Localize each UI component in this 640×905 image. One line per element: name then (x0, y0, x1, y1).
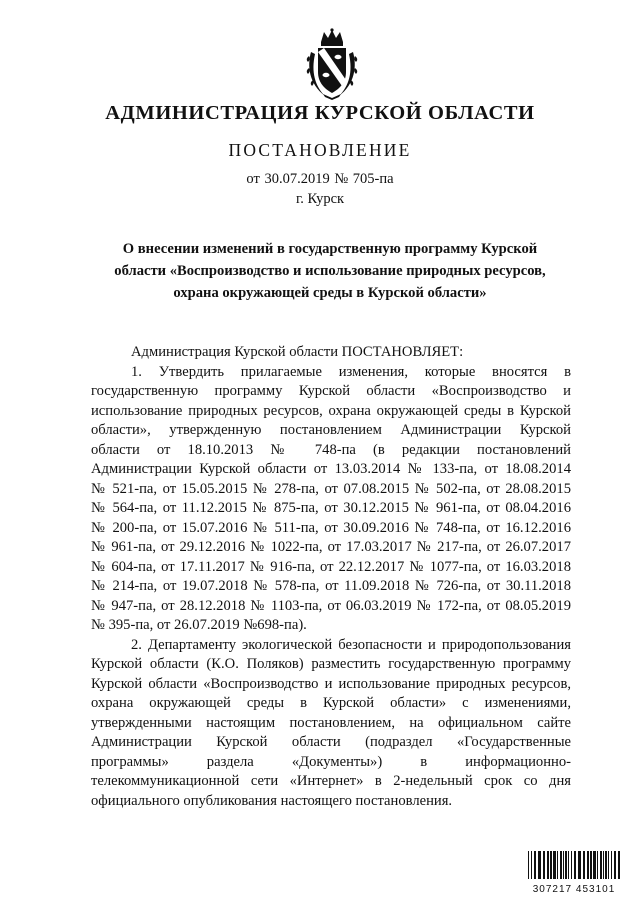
subject-line: О внесении изменений в государственную программу Курской (122, 241, 538, 257)
barcode-bar (560, 851, 562, 879)
paragraph-line: № 200-па, от 15.07.2016 № 511-па, от 30.09.2016 № 748-па, от 16.12.2016 (91, 519, 571, 536)
paragraph-line: № 521-па, от 15.05.2015 № 278-па, от 07.08.2015 № 502-па, от 28.08.2015 (91, 480, 571, 497)
paragraph-line: телекоммуникационной сети «Интернет» в 2-недельный срок со дня (91, 773, 571, 789)
barcode-bar (568, 851, 569, 879)
paragraph-line: № 947-па, от 28.12.2018 № 1103-па, от 06.03.2019 № 172-па, от 08.05.2019 (91, 597, 571, 614)
barcode-bar (534, 851, 536, 879)
barcode-bar (563, 851, 564, 879)
barcode-bars (528, 851, 620, 879)
preamble-text: Администрация Курской области ПОСТАНОВЛЯЕТ: (131, 344, 464, 360)
barcode-bar (611, 851, 612, 879)
paragraph-line: № 214-па, от 19.07.2018 № 578-па, от 11.09.2018 № 726-па, от 30.11.2018 (91, 578, 571, 594)
barcode-bar (608, 851, 609, 879)
paragraph-2 (91, 636, 571, 812)
barcode-bar (587, 851, 589, 879)
subject-line: охрана окружающей среды в Курской области» (173, 285, 487, 301)
barcode-bar (597, 851, 598, 879)
paragraph-line: 1. Утвердить прилагаемые изменения, которые вносятся в (131, 363, 571, 380)
barcode-bar (600, 851, 602, 879)
barcode-bar (553, 851, 556, 879)
barcode-bar (538, 851, 541, 879)
document-date-number: от 30.07.2019 № 705-па (246, 171, 394, 187)
paragraph-line: охрана окружающей среды в Курской области» с изменениями, (91, 695, 571, 711)
paragraph-line: использование природных ресурсов, охрана окружающей среды в Курской (91, 402, 571, 419)
paragraph-line: Курской области (К.О. Поляков) разместить государственную программу (91, 656, 571, 672)
paragraph-line: № 604-па, от 17.11.2017 № 916-па, от 22.12.2017 № 1077-па, от 16.03.2018 (91, 558, 571, 575)
barcode-number: 307217 453101 (532, 884, 616, 895)
paragraph-line: Администрации Курской области от 13.03.2014 № 133-па, от 18.08.2014 (91, 461, 571, 477)
barcode-bar (557, 851, 558, 879)
paragraph-line: области», утвержденную постановлением Администрации Курской (91, 422, 571, 438)
paragraph-line: утвержденными настоящим постановлением, на официальном сайте (91, 714, 571, 731)
barcode-bar (603, 851, 604, 879)
document-barcode (528, 851, 620, 895)
paragraph-line: 2. Департаменту экологической безопасности и природопользования (131, 636, 571, 653)
barcode-bar (618, 851, 620, 879)
paragraph-line: Курской области «Воспроизводство и использование природных ресурсов, (91, 675, 571, 692)
barcode-bar (528, 851, 529, 879)
barcode-bar (614, 851, 616, 879)
organization-title: АДМИНИСТРАЦИЯ КУРСКОЙ ОБЛАСТИ (105, 102, 535, 124)
barcode-bar (578, 851, 581, 879)
paragraph-line: № 564-па, от 11.12.2015 № 875-па, от 30.12.2015 № 961-па, от 08.04.2016 (91, 500, 571, 516)
barcode-bar (605, 851, 607, 879)
barcode-bar (574, 851, 576, 879)
barcode-bar (565, 851, 567, 879)
paragraph-line: области от 18.10.2013 № 748-па (в редакции постановлений (91, 441, 571, 458)
paragraph-line: № 961-па, от 29.12.2016 № 1022-па, от 17.03.2017 № 217-па, от 26.07.2017 (91, 539, 571, 555)
barcode-bar (593, 851, 596, 879)
paragraph-line: программы» раздела «Документы») в информационно- (91, 753, 571, 770)
barcode-bar (531, 851, 532, 879)
document-type: ПОСТАНОВЛЕНИЕ (228, 140, 412, 160)
barcode-bar (550, 851, 552, 879)
barcode-bar (583, 851, 585, 879)
document-subject (90, 238, 570, 304)
barcode-bar (547, 851, 549, 879)
paragraph-1 (91, 363, 571, 636)
paragraph-line: официального опубликования настоящего постановления. (91, 792, 453, 809)
subject-line: области «Воспроизводство и использование природных ресурсов, (114, 263, 546, 279)
barcode-bar (571, 851, 572, 879)
paragraph-line: государственную программу Курской области «Воспроизводство и (91, 383, 571, 399)
document-body (91, 343, 571, 811)
paragraph-line: № 395-па, от 26.07.2019 №698-па). (91, 617, 307, 633)
document-city: г. Курск (295, 191, 345, 207)
coat-of-arms-emblem (305, 28, 359, 100)
paragraph-line: Администрации Курской области (подраздел «Государственные (91, 734, 571, 750)
barcode-bar (590, 851, 592, 879)
barcode-bar (543, 851, 545, 879)
